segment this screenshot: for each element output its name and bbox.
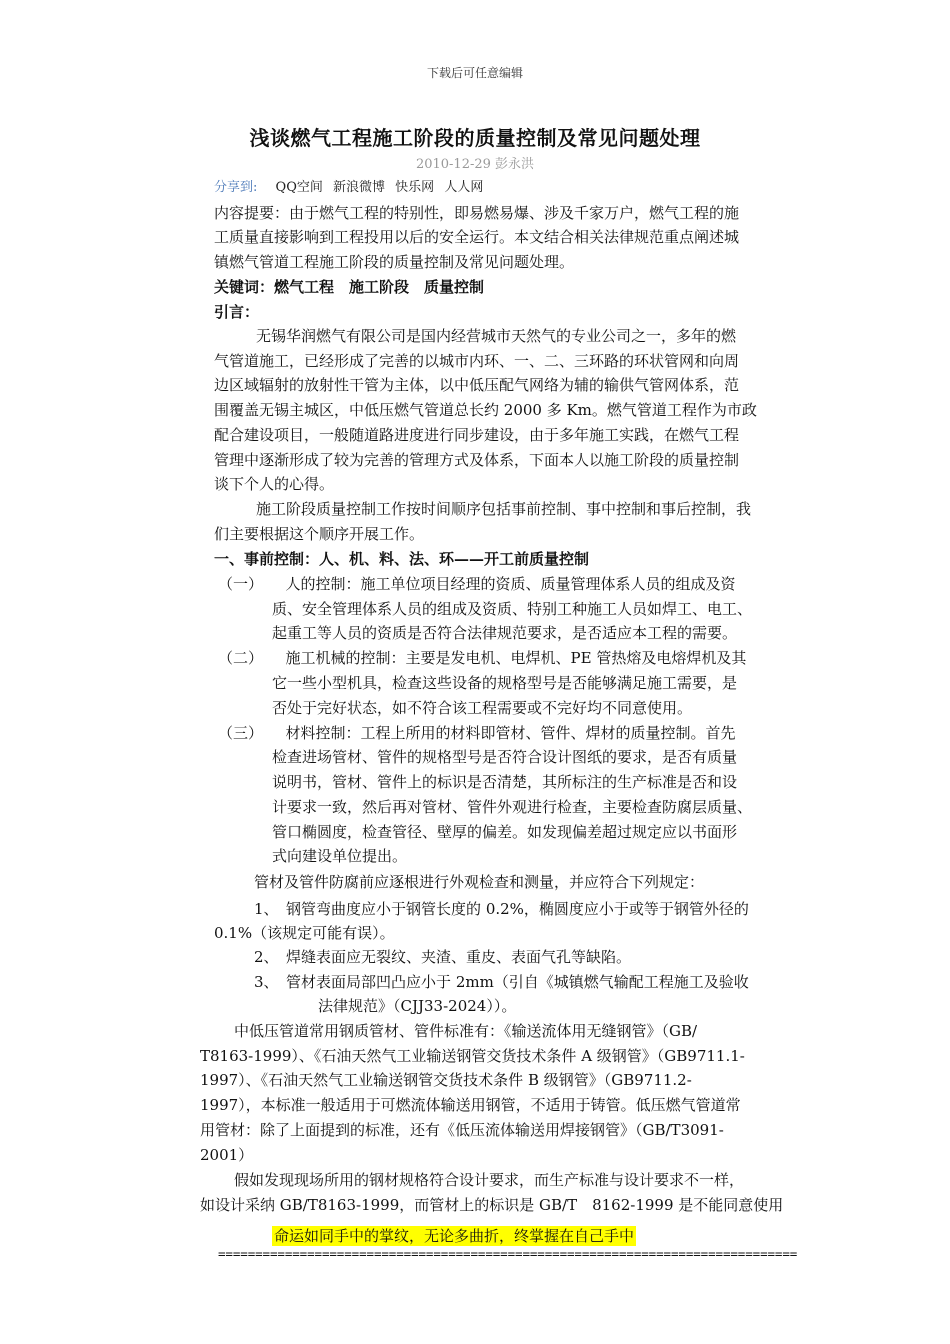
body-line: 围覆盖无锡主城区，中低压燃气管道总长约 2000 多 Km。燃气管道工程作为市政 — [214, 401, 757, 419]
body-line: 施工阶段质量控制工作按时间顺序包括事前控制、事中控制和事后控制，我 — [256, 500, 752, 518]
body-line: 起重工等人员的资质是否符合法律规范要求，是否适应本工程的需要。 — [272, 624, 738, 642]
body-line: 假如发现现场所用的钢材规格符合设计要求，而生产标准与设计要求不一样， — [234, 1171, 745, 1189]
body-line: 们主要根据这个顺序开展工作。 — [214, 525, 425, 543]
body-line: 1997），本标准一般适用于可燃流体输送用钢管，不适用于铸管。低压燃气管道常 — [200, 1096, 741, 1114]
body-line: 法律规范》（CJJ33-2024））。 — [318, 997, 517, 1015]
share-bar — [214, 176, 489, 195]
body-line: 边区域辐射的放射性干管为主体，以中低压配气网络为辅的输供气管网体系，范 — [214, 376, 740, 394]
body-line: 工质量直接影响到工程投用以后的安全运行。本文结合相关法律规范重点阐述城 — [214, 228, 740, 246]
body-line: 引言： — [214, 303, 260, 321]
body-line: 中低压管道常用钢质管材、管件标准有：《输送流体用无缝钢管》（GB/ — [234, 1022, 698, 1040]
body-line: 管材及管件防腐前应逐根进行外观检查和测量，并应符合下列规定： — [254, 873, 705, 891]
body-line: （二） 施工机械的控制：主要是发电机、电焊机、PE 管热熔及电熔焊机及其 — [218, 649, 747, 667]
footer-divider: ============================================================================== — [218, 1246, 798, 1261]
body-line: （三） 材料控制：工程上所用的材料即管材、管件、焊材的质量控制。首先 — [218, 724, 736, 742]
share-link-sina-weibo[interactable]: 新浪微博 — [333, 180, 386, 195]
body-line: 2001） — [200, 1146, 254, 1164]
body-line: 3、 管材表面局部凹凸应小于 2mm（引自《城镇燃气输配工程施工及验收 — [254, 973, 749, 991]
article-meta: 2010-12-29 彭永洪 — [415, 157, 535, 172]
share-link-renren[interactable]: 人人网 — [444, 180, 484, 195]
body-line: 式向建设单位提出。 — [272, 847, 408, 865]
share-link-qq-zone[interactable]: QQ空间 — [275, 180, 323, 195]
body-line: 1、 钢管弯曲度应小于钢管长度的 0.2%，椭圆度应小于或等于钢管外径的 — [254, 900, 749, 918]
body-line: 内容提要：由于燃气工程的特别性，即易燃易爆、涉及千家万户，燃气工程的施 — [214, 204, 740, 222]
body-line: 0.1%（该规定可能有误）。 — [214, 924, 395, 942]
body-line: 管理中逐渐形成了较为完善的管理方式及体系，下面本人以施工阶段的质量控制 — [214, 451, 740, 469]
body-line: 气管道施工，已经形成了完善的以城市内环、一、二、三环路的环状管网和向周 — [214, 352, 740, 370]
body-line: 它一些小型机具，检查这些设备的规格型号是否能够满足施工需要，是 — [272, 674, 738, 692]
article-title: 浅谈燃气工程施工阶段的质量控制及常见问题处理 — [249, 126, 701, 150]
body-line: 检查进场管材、管件的规格型号是否符合设计图纸的要求，是否有质量 — [272, 748, 738, 766]
body-line: 管口椭圆度，检查管径、壁厚的偏差。如发现偏差超过规定应以书面形 — [272, 823, 738, 841]
body-line: 2、 焊缝表面应无裂纹、夹渣、重皮、表面气孔等缺陷。 — [254, 948, 632, 966]
body-line: 一、事前控制：人、机、料、法、环——开工前质量控制 — [214, 550, 590, 568]
share-link-kaixin[interactable]: 快乐网 — [395, 180, 435, 195]
body-line: 无锡华润燃气有限公司是国内经营城市天然气的专业公司之一，多年的燃 — [256, 327, 737, 345]
body-line: （一） 人的控制：施工单位项目经理的资质、质量管理体系人员的组成及资 — [218, 575, 736, 593]
body-line: 谈下个人的心得。 — [214, 475, 335, 493]
body-line: 如设计采纳 GB/T8163-1999，而管材上的标识是 GB/T 8162-1999 是不能同意使用 — [200, 1196, 784, 1214]
share-label: 分享到: — [214, 180, 258, 195]
body-line: 配合建设项目，一般随道路进度进行同步建设，由于多年施工实践，在燃气工程 — [214, 426, 740, 444]
body-line: T8163-1999）、《石油天然气工业输送钢管交货技术条件 A 级钢管》（GB9711.1- — [200, 1047, 745, 1065]
body-line: 计要求一致，然后再对管材、管件外观进行检查，主要检查防腐层质量、 — [272, 798, 753, 816]
body-line: 1997）、《石油天然气工业输送钢管交货技术条件 B 级钢管》（GB9711.2- — [200, 1071, 692, 1089]
body-line: 说明书，管材、管件上的标识是否清楚，其所标注的生产标准是否和设 — [272, 773, 738, 791]
body-line: 质、安全管理体系人员的组成及资质、特别工种施工人员如焊工、电工、 — [272, 600, 753, 618]
body-line: 镇燃气管道工程施工阶段的质量控制及常见问题处理。 — [214, 253, 575, 271]
body-line: 否处于完好状态，如不符合该工程需要或不完好均不同意使用。 — [272, 699, 693, 717]
footer-slogan: 命运如同手中的掌纹，无论多曲折，终掌握在自己手中 — [274, 1227, 635, 1245]
body-line: 关键词：燃气工程 施工阶段 质量控制 — [214, 278, 485, 296]
body-line: 用管材：除了上面提到的标准，还有《低压流体输送用焊接钢管》（GB/T3091- — [200, 1121, 724, 1139]
header-note: 下载后可任意编辑 — [426, 66, 523, 80]
